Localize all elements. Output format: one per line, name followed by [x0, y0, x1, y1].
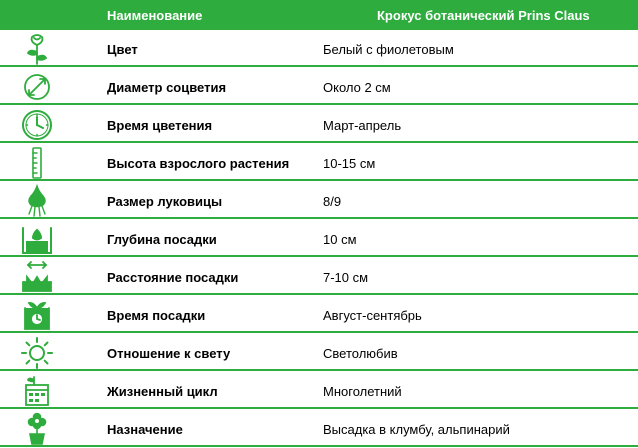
row-name: Цвет — [107, 42, 138, 57]
table-row — [0, 221, 638, 257]
row-name: Глубина посадки — [107, 232, 217, 247]
row-name: Жизненный цикл — [107, 384, 218, 399]
table-header — [0, 0, 638, 30]
row-value: 10-15 см — [323, 156, 376, 171]
row-name: Время цветения — [107, 118, 213, 133]
clock-icon — [0, 107, 74, 143]
flower-pot-icon — [0, 411, 74, 447]
table-row — [0, 145, 638, 181]
row-value: Март-апрель — [323, 118, 402, 133]
table-row — [0, 373, 638, 409]
table-row — [0, 297, 638, 333]
row-value: 8/9 — [323, 194, 342, 209]
sun-icon — [0, 335, 74, 371]
row-value: Высадка в клумбу, альпинарий — [323, 422, 510, 437]
row-divider — [0, 445, 638, 447]
planting-depth-icon — [0, 221, 74, 257]
row-name: Размер луковицы — [107, 194, 223, 209]
row-name: Назначение — [107, 422, 183, 437]
row-divider — [0, 369, 638, 371]
row-value: 7-10 см — [323, 270, 369, 285]
table-row — [0, 259, 638, 295]
row-value: Многолетний — [323, 384, 402, 399]
row-divider — [0, 293, 638, 295]
row-name: Отношение к свету — [107, 346, 231, 361]
planting-time-icon — [0, 297, 74, 333]
table-row — [0, 69, 638, 105]
row-divider — [0, 217, 638, 219]
row-divider — [0, 103, 638, 105]
row-name: Время посадки — [107, 308, 206, 323]
row-value: Белый с фиолетовым — [323, 42, 454, 57]
diameter-icon — [0, 69, 74, 105]
row-divider — [0, 407, 638, 409]
calendar-plant-icon — [0, 373, 74, 409]
ruler-icon — [0, 145, 74, 181]
row-divider — [0, 141, 638, 143]
bulb-icon — [0, 183, 74, 219]
planting-distance-icon — [0, 259, 74, 295]
rose-icon — [0, 31, 74, 67]
row-value: Около 2 см — [323, 80, 391, 95]
table-row — [0, 183, 638, 219]
row-divider — [0, 65, 638, 67]
header-name-column: Наименование — [107, 8, 203, 23]
row-value: Светолюбив — [323, 346, 398, 361]
header-value-column: Крокус ботанический Prins Claus — [377, 8, 590, 23]
row-divider — [0, 255, 638, 257]
row-name: Диаметр соцветия — [107, 80, 227, 95]
row-value: 10 см — [323, 232, 357, 247]
row-divider — [0, 179, 638, 181]
table-row — [0, 411, 638, 447]
table-row — [0, 335, 638, 371]
table-row — [0, 31, 638, 67]
row-name: Расстояние посадки — [107, 270, 239, 285]
row-value: Август-сентябрь — [323, 308, 422, 323]
row-divider — [0, 331, 638, 333]
row-name: Высота взрослого растения — [107, 156, 290, 171]
table-row — [0, 107, 638, 143]
